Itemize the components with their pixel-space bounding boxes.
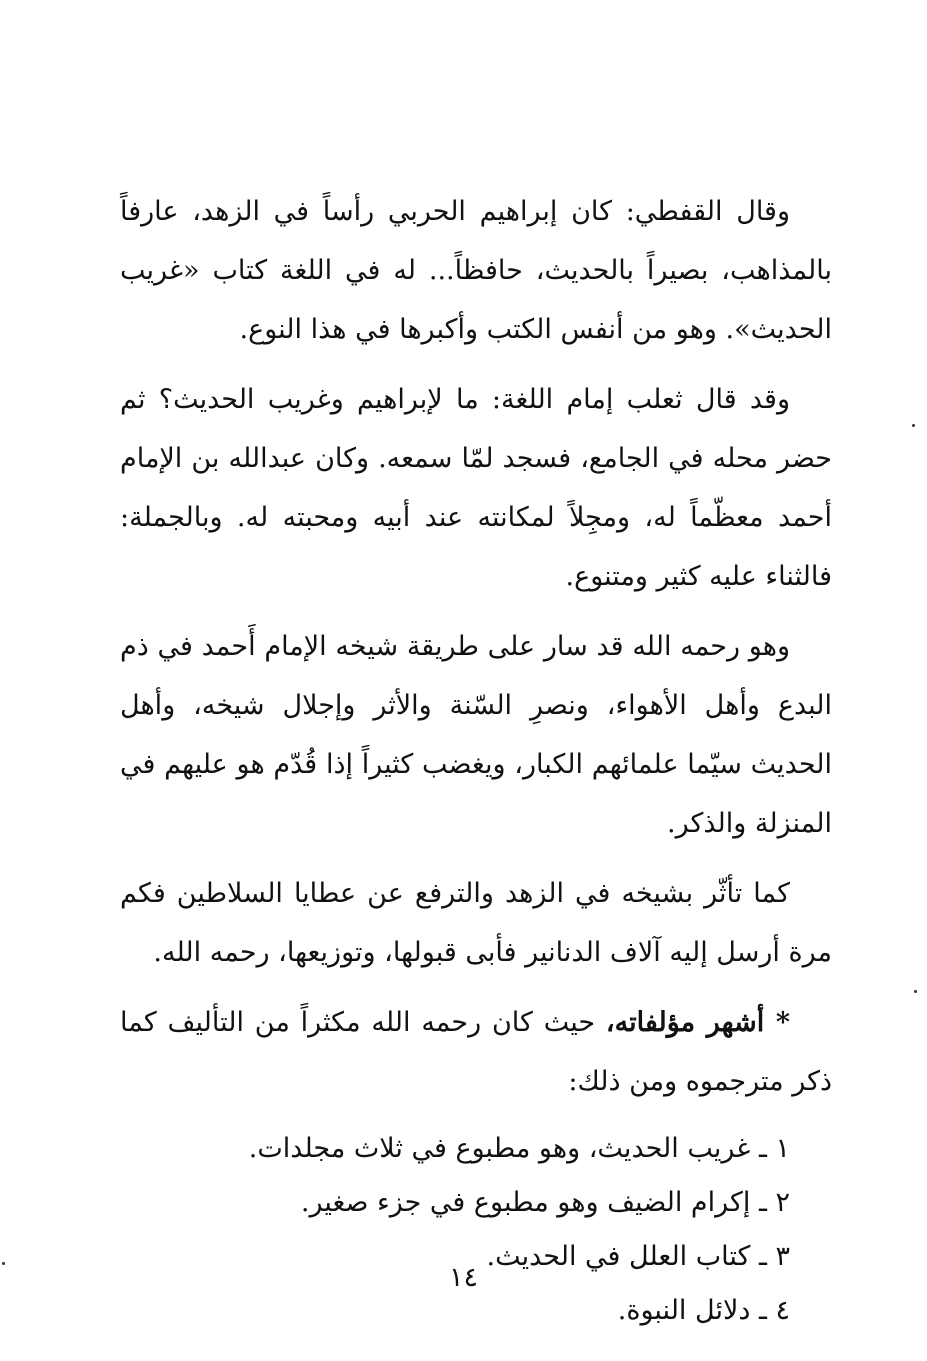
list-item: ١ ـ غريب الحديث، وهو مطبوع في ثلاث مجلدات.: [248, 1133, 790, 1164]
works-heading: * أشهر مؤلفاته،: [605, 1007, 790, 1038]
scan-speck: [2, 1262, 5, 1265]
paragraph-sunnah-method: وهو رحمه الله قد سار على طريقة شيخه الإمام أَحمد في ذم البدع وأهل الأهواء، ونصرِ السّنة والأثر وإجلال شيخه، وأهل الحديث سيّما علمائهم الكبار، ويغضب كثيراً إذا قُدّم هو عليهم في المنزلة والذكر.: [120, 631, 832, 839]
list-item: ٤ ـ دلائل النبوة.: [617, 1295, 790, 1326]
paragraph-works-intro: [120, 993, 832, 1111]
page-number: ١٤: [448, 1262, 478, 1293]
paragraph-qifti-quote: وقال القفطي: كان إبراهيم الحربي رأساً في الزهد، عارفاً بالمذاهب، بصيراً بالحديث، حافظاً... له في اللغة كتاب «غريب الحديث». وهو من أنفس الكتب وأكبرها في هذا النوع.: [120, 196, 832, 345]
paragraph-asceticism: كما تأثّر بشيخه في الزهد والترفع عن عطايا السلاطين فكم مرة أرسل إليه آلاف الدنانير فأبى قبولها، وتوزيعها، رحمه الله.: [120, 878, 832, 968]
scan-speck: [912, 424, 915, 427]
scan-speck: [914, 990, 917, 993]
works-list: [120, 1122, 832, 1338]
body-text: [120, 182, 832, 1338]
paragraph-thalab-quote: وقد قال ثعلب إمام اللغة: ما لإبراهيم وغريب الحديث؟ ثم حضر محله في الجامع، فسجد لمّا سمعه. وكان عبدالله بن الإمام أحمد معظّماً له، ومجِلاً لمكانته عند أبيه ومحبته له. وبالجملة: فالثناء عليه كثير ومتنوع.: [120, 384, 832, 592]
works-intro-text: حيث كان رحمه الله مكثراً من التأليف كما ذكر مترجموه ومن ذلك:: [120, 1007, 832, 1097]
list-item: ٣ ـ كتاب العلل في الحديث.: [486, 1241, 790, 1272]
list-item: ٢ ـ إكرام الضيف وهو مطبوع في جزء صغير.: [300, 1187, 790, 1218]
